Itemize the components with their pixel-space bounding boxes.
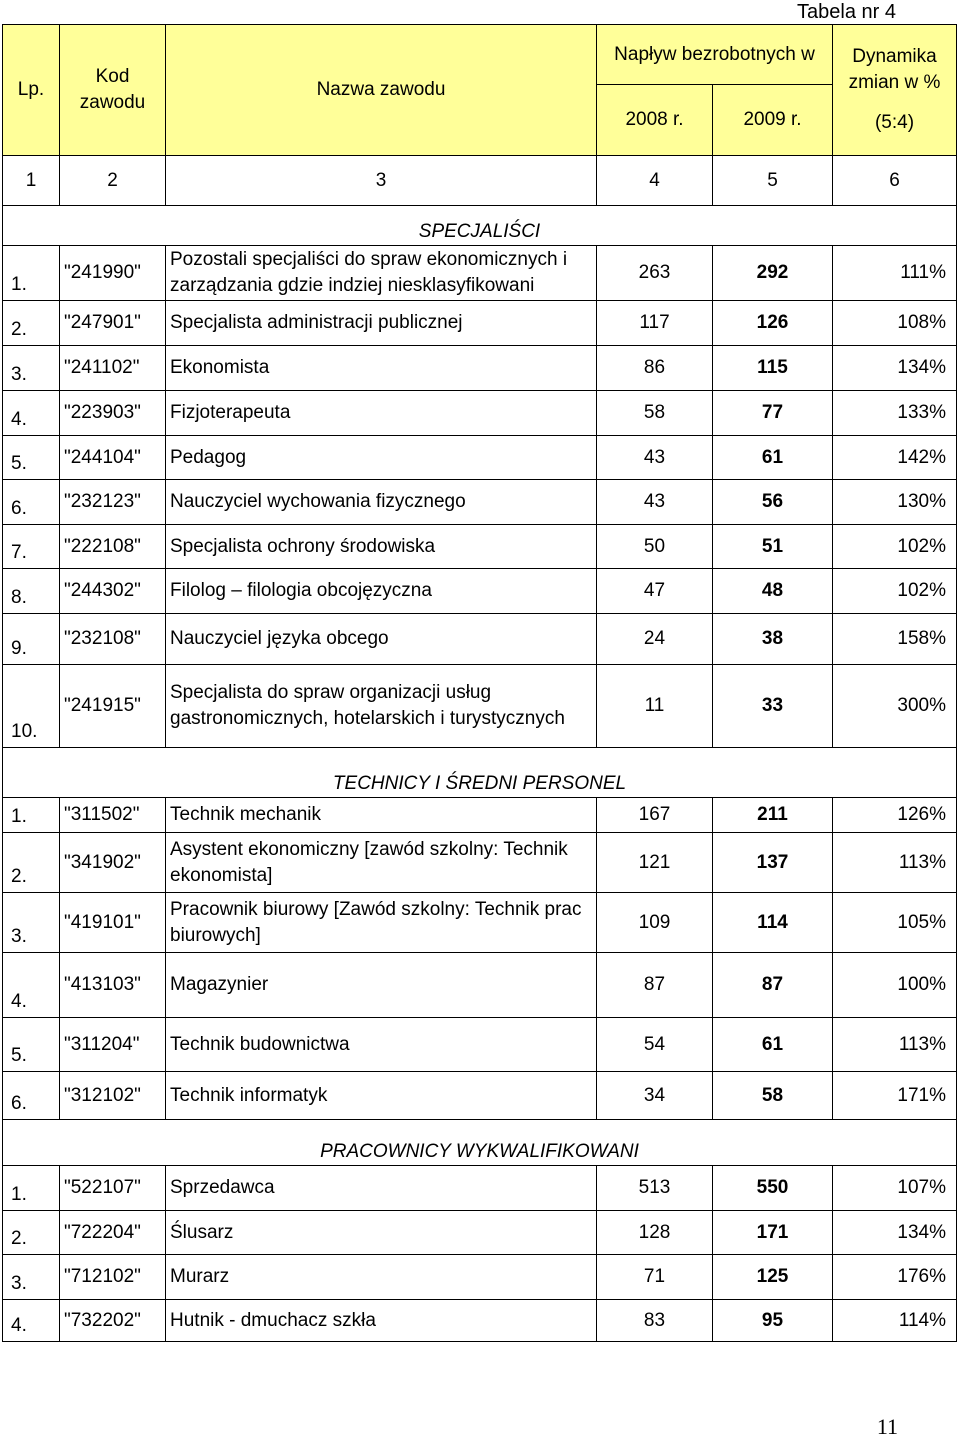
row-kod: "419101" <box>60 893 166 953</box>
header-kod: Kod zawodu <box>60 25 166 156</box>
row-nazwa: Murarz <box>166 1255 597 1300</box>
column-number-row <box>3 156 957 206</box>
row-value-2009: 61 <box>713 436 833 480</box>
row-kod: "222108" <box>60 525 166 569</box>
row-value-2009: 33 <box>713 665 833 748</box>
row-dynamika: 130% <box>833 480 957 525</box>
header-naplyw: Napływ bezrobotnych w <box>597 25 833 85</box>
row-value-2009: 48 <box>713 569 833 614</box>
page-number: 11 <box>876 1414 898 1439</box>
table-row <box>3 1300 957 1342</box>
row-lp: 7. <box>3 525 60 569</box>
row-kod: "312102" <box>60 1072 166 1120</box>
row-lp: 8. <box>3 569 60 614</box>
table-row <box>3 1166 957 1211</box>
row-value-2009: 87 <box>713 953 833 1018</box>
header-lp: Lp. <box>3 25 60 156</box>
row-value-2009: 211 <box>713 798 833 833</box>
row-value-2009: 171 <box>713 1211 833 1255</box>
table-row <box>3 346 957 391</box>
row-dynamika: 114% <box>833 1300 957 1342</box>
row-value-2009: 58 <box>713 1072 833 1120</box>
row-value-2009: 115 <box>713 346 833 391</box>
row-value-2009: 550 <box>713 1166 833 1211</box>
row-kod: "244104" <box>60 436 166 480</box>
table-row <box>3 301 957 346</box>
row-nazwa: Fizjoterapeuta <box>166 391 597 436</box>
row-nazwa: Technik informatyk <box>166 1072 597 1120</box>
row-value-2008: 58 <box>597 391 713 436</box>
row-value-2009: 51 <box>713 525 833 569</box>
row-value-2009: 292 <box>713 246 833 301</box>
row-dynamika: 100% <box>833 953 957 1018</box>
row-nazwa: Nauczyciel wychowania fizycznego <box>166 480 597 525</box>
column-number-3: 3 <box>166 156 597 206</box>
header-year-2009: 2009 r. <box>713 85 833 156</box>
row-kod: "311204" <box>60 1018 166 1072</box>
row-dynamika: 158% <box>833 614 957 665</box>
row-dynamika: 134% <box>833 346 957 391</box>
section-title: TECHNICY I ŚREDNI PERSONEL <box>3 748 957 798</box>
row-dynamika: 102% <box>833 569 957 614</box>
row-value-2008: 263 <box>597 246 713 301</box>
row-lp: 4. <box>3 953 60 1018</box>
row-nazwa: Nauczyciel języka obcego <box>166 614 597 665</box>
row-lp: 5. <box>3 436 60 480</box>
table-row <box>3 893 957 953</box>
row-value-2009: 126 <box>713 301 833 346</box>
row-value-2008: 513 <box>597 1166 713 1211</box>
row-lp: 4. <box>3 391 60 436</box>
row-dynamika: 176% <box>833 1255 957 1300</box>
row-nazwa: Ekonomista <box>166 346 597 391</box>
table-row <box>3 1255 957 1300</box>
row-lp: 2. <box>3 1211 60 1255</box>
row-value-2008: 50 <box>597 525 713 569</box>
row-lp: 3. <box>3 346 60 391</box>
table-row <box>3 246 957 301</box>
row-value-2008: 54 <box>597 1018 713 1072</box>
row-nazwa: Filolog – filologia obcojęzyczna <box>166 569 597 614</box>
row-kod: "241102" <box>60 346 166 391</box>
row-nazwa: Pedagog <box>166 436 597 480</box>
section-title: PRACOWNICY WYKWALIFIKOWANI <box>3 1120 957 1166</box>
row-value-2009: 38 <box>713 614 833 665</box>
row-dynamika: 134% <box>833 1211 957 1255</box>
table-row <box>3 1018 957 1072</box>
section-title: SPECJALIŚCI <box>3 206 957 246</box>
row-value-2008: 87 <box>597 953 713 1018</box>
table-row <box>3 525 957 569</box>
row-value-2008: 109 <box>597 893 713 953</box>
row-nazwa: Asystent ekonomiczny [zawód szkolny: Technik ekonomista] <box>166 833 597 893</box>
row-value-2009: 125 <box>713 1255 833 1300</box>
row-value-2008: 43 <box>597 436 713 480</box>
row-dynamika: 113% <box>833 833 957 893</box>
header-row-top <box>3 25 957 85</box>
row-dynamika: 142% <box>833 436 957 480</box>
row-dynamika: 102% <box>833 525 957 569</box>
column-number-4: 4 <box>597 156 713 206</box>
row-value-2008: 43 <box>597 480 713 525</box>
table-row <box>3 1072 957 1120</box>
row-lp: 4. <box>3 1300 60 1342</box>
row-value-2009: 114 <box>713 893 833 953</box>
row-kod: "241990" <box>60 246 166 301</box>
column-number-1: 1 <box>3 156 60 206</box>
row-dynamika: 105% <box>833 893 957 953</box>
row-lp: 6. <box>3 480 60 525</box>
row-kod: "247901" <box>60 301 166 346</box>
column-number-6: 6 <box>833 156 957 206</box>
row-nazwa: Magazynier <box>166 953 597 1018</box>
row-kod: "244302" <box>60 569 166 614</box>
header-nazwa: Nazwa zawodu <box>166 25 597 156</box>
header-dynamika-note: (5:4) <box>874 112 915 133</box>
row-value-2009: 95 <box>713 1300 833 1342</box>
row-kod: "732202" <box>60 1300 166 1342</box>
row-kod: "223903" <box>60 391 166 436</box>
row-dynamika: 171% <box>833 1072 957 1120</box>
row-lp: 1. <box>3 798 60 833</box>
row-nazwa: Sprzedawca <box>166 1166 597 1211</box>
table-row <box>3 480 957 525</box>
table-row <box>3 798 957 833</box>
row-kod: "232108" <box>60 614 166 665</box>
row-dynamika: 111% <box>833 246 957 301</box>
row-value-2009: 77 <box>713 391 833 436</box>
row-lp: 9. <box>3 614 60 665</box>
row-kod: "341902" <box>60 833 166 893</box>
table-row <box>3 833 957 893</box>
table-row <box>3 391 957 436</box>
row-nazwa: Technik mechanik <box>166 798 597 833</box>
row-nazwa: Specjalista administracji publicznej <box>166 301 597 346</box>
row-value-2009: 61 <box>713 1018 833 1072</box>
row-value-2008: 121 <box>597 833 713 893</box>
header-year-2008: 2008 r. <box>597 85 713 156</box>
row-nazwa: Ślusarz <box>166 1211 597 1255</box>
row-nazwa: Specjalista ochrony środowiska <box>166 525 597 569</box>
section-row <box>3 206 957 246</box>
row-kod: "311502" <box>60 798 166 833</box>
column-number-2: 2 <box>60 156 166 206</box>
row-dynamika: 107% <box>833 1166 957 1211</box>
row-value-2009: 56 <box>713 480 833 525</box>
row-dynamika: 133% <box>833 391 957 436</box>
row-value-2008: 47 <box>597 569 713 614</box>
table-row <box>3 614 957 665</box>
row-value-2008: 167 <box>597 798 713 833</box>
header-dynamika <box>833 25 957 156</box>
table-row <box>3 1211 957 1255</box>
row-value-2008: 128 <box>597 1211 713 1255</box>
table-row <box>3 569 957 614</box>
section-row <box>3 748 957 798</box>
row-kod: "722204" <box>60 1211 166 1255</box>
row-value-2008: 34 <box>597 1072 713 1120</box>
row-value-2009: 137 <box>713 833 833 893</box>
header-dynamika-label: Dynamika zmian w % <box>848 46 941 93</box>
row-lp: 3. <box>3 1255 60 1300</box>
table-row <box>3 953 957 1018</box>
row-nazwa: Pracownik biurowy [Zawód szkolny: Technik prac biurowych] <box>166 893 597 953</box>
row-nazwa: Technik budownictwa <box>166 1018 597 1072</box>
row-value-2008: 24 <box>597 614 713 665</box>
row-value-2008: 71 <box>597 1255 713 1300</box>
row-dynamika: 300% <box>833 665 957 748</box>
row-dynamika: 113% <box>833 1018 957 1072</box>
row-lp: 3. <box>3 893 60 953</box>
row-nazwa: Specjalista do spraw organizacji usług gastronomicznych, hotelarskich i turystycznych <box>166 665 597 748</box>
row-kod: "241915" <box>60 665 166 748</box>
row-nazwa: Pozostali specjaliści do spraw ekonomicznych i zarządzania gdzie indziej niesklasyfikowani <box>166 246 597 301</box>
row-dynamika: 108% <box>833 301 957 346</box>
unemployment-inflow-table <box>2 24 957 1342</box>
row-kod: "712102" <box>60 1255 166 1300</box>
row-value-2008: 83 <box>597 1300 713 1342</box>
row-lp: 5. <box>3 1018 60 1072</box>
row-value-2008: 11 <box>597 665 713 748</box>
row-lp: 1. <box>3 1166 60 1211</box>
table-row <box>3 436 957 480</box>
row-kod: "232123" <box>60 480 166 525</box>
row-lp: 10. <box>3 665 60 748</box>
row-lp: 2. <box>3 301 60 346</box>
column-number-5: 5 <box>713 156 833 206</box>
row-value-2008: 86 <box>597 346 713 391</box>
row-lp: 2. <box>3 833 60 893</box>
row-lp: 6. <box>3 1072 60 1120</box>
row-kod: "413103" <box>60 953 166 1018</box>
row-kod: "522107" <box>60 1166 166 1211</box>
table-number-title: Tabela nr 4 <box>797 1 896 23</box>
section-row <box>3 1120 957 1166</box>
row-dynamika: 126% <box>833 798 957 833</box>
table-row <box>3 665 957 748</box>
row-lp: 1. <box>3 246 60 301</box>
row-value-2008: 117 <box>597 301 713 346</box>
row-nazwa: Hutnik - dmuchacz szkła <box>166 1300 597 1342</box>
